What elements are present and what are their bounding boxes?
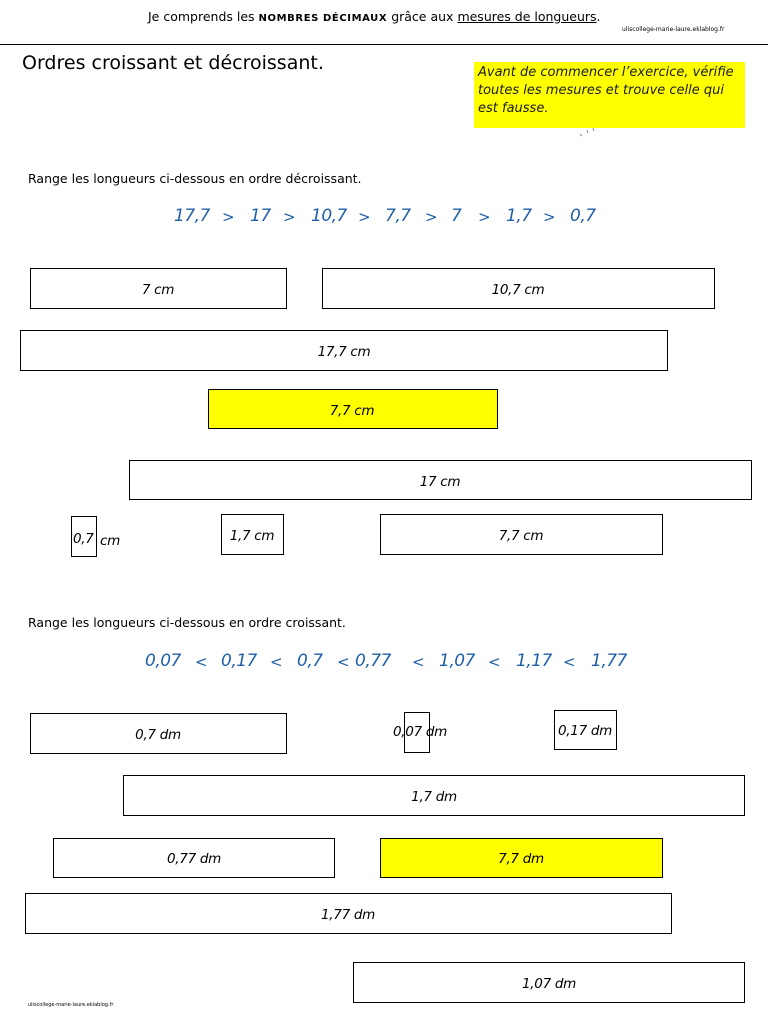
greater-than-symbol: > xyxy=(478,208,491,226)
section2-instruction: Range les longueurs ci-dessous en ordre croissant. xyxy=(28,615,346,630)
answer-value: 1,17 xyxy=(516,651,552,671)
greater-than-symbol: > xyxy=(222,208,235,226)
answer-value: 7,7 xyxy=(385,206,411,226)
section1-instruction: Range les longueurs ci-dessous en ordre décroissant. xyxy=(28,171,362,186)
length-label: 0,7 dm xyxy=(135,727,181,743)
blog-url-bottom: uliscollege-marie-laure.eklablog.fr xyxy=(28,1002,114,1008)
header-line xyxy=(148,9,601,24)
less-than-symbol: < xyxy=(563,653,576,671)
greater-than-symbol: > xyxy=(358,208,371,226)
greater-than-symbol: > xyxy=(543,208,556,226)
answer-value: 0,17 xyxy=(221,651,257,671)
answer-value: 1,07 xyxy=(439,651,475,671)
length-label: 0,17 dm xyxy=(558,723,612,739)
blog-url-top: uliscollege-marie-laure.eklablog.fr xyxy=(622,26,725,33)
answer-value: 0,7 xyxy=(570,206,596,226)
header-prefix: Je comprends les xyxy=(148,9,255,24)
answer-value: 0,07 xyxy=(145,651,181,671)
answer-value: 1,77 xyxy=(591,651,627,671)
length-label: 1,7 dm xyxy=(411,789,457,805)
length-label: 1,7 cm xyxy=(229,528,275,544)
length-label: 7,7 cm xyxy=(498,528,544,544)
greater-than-symbol: > xyxy=(283,208,296,226)
answer-value: 0,77 xyxy=(355,651,391,671)
answer-value: 1,7 xyxy=(506,206,532,226)
less-than-symbol: < xyxy=(195,653,208,671)
less-than-symbol: < xyxy=(337,653,350,671)
less-than-symbol: < xyxy=(488,653,501,671)
length-label: 0,7 xyxy=(73,531,94,547)
page-title: Ordres croissant et décroissant. xyxy=(22,52,324,74)
length-label: 7,7 dm xyxy=(498,851,544,867)
less-than-symbol: < xyxy=(270,653,283,671)
scribble-mark xyxy=(578,126,600,138)
header-divider xyxy=(0,44,768,45)
answer-value: 10,7 xyxy=(311,206,347,226)
less-than-symbol: < xyxy=(412,653,425,671)
page-header xyxy=(0,0,768,40)
length-label: 1,77 dm xyxy=(321,907,375,923)
length-label: 17,7 cm xyxy=(317,344,371,360)
length-label: 0,07 dm xyxy=(393,724,447,740)
answer-value: 17,7 xyxy=(174,206,210,226)
length-label: 10,7 cm xyxy=(491,282,545,298)
header-underlined: mesures de longueurs xyxy=(457,9,597,24)
length-label: 7 cm xyxy=(141,282,175,298)
length-label: 7,7 cm xyxy=(329,403,375,419)
instruction-note: Avant de commencer l’exercice, vérifie toutes les mesures et trouve celle qui est fausse. xyxy=(474,62,745,128)
length-label: 1,07 dm xyxy=(522,976,576,992)
greater-than-symbol: > xyxy=(425,208,438,226)
length-label: 17 cm xyxy=(419,474,461,490)
length-unit: cm xyxy=(100,533,120,549)
header-suffix: . xyxy=(596,9,601,24)
answer-value: 0,7 xyxy=(297,651,323,671)
length-label: 0,77 dm xyxy=(167,851,221,867)
answer-value: 7 xyxy=(451,206,462,226)
answer-value: 17 xyxy=(250,206,271,226)
header-strong: NOMBRES DÉCIMAUX xyxy=(258,13,388,24)
header-middle: grâce aux xyxy=(391,9,454,24)
